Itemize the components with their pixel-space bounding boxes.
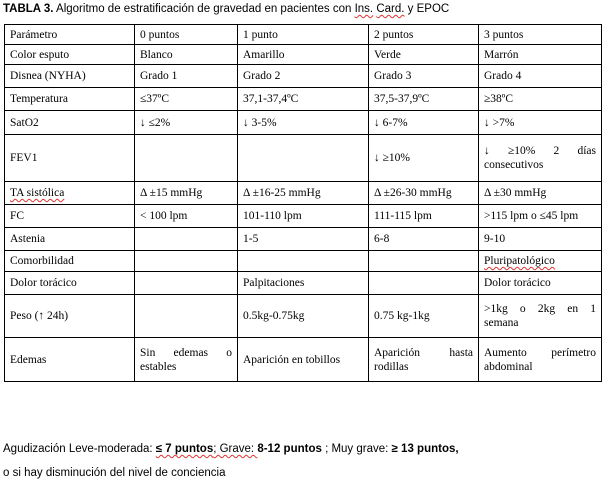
cell xyxy=(238,135,369,182)
severity-table xyxy=(4,24,602,382)
cell xyxy=(135,338,238,382)
table-row-edemas xyxy=(5,338,602,382)
row-label: Peso (↑ 24h) xyxy=(5,295,135,338)
table-row-comorbilidad xyxy=(5,251,602,272)
row-label: Color esputo xyxy=(5,45,135,65)
footer-text: ; Muy grave: xyxy=(321,443,392,455)
footer-line-1 xyxy=(3,443,609,455)
table-row-fev1 xyxy=(5,135,602,182)
cell xyxy=(479,135,602,182)
header-cell-3: 3 puntos xyxy=(479,25,602,45)
caption-text-1: Algoritmo de estratificación de gravedad en pacientes con xyxy=(53,3,355,15)
row-label: FC xyxy=(5,205,135,228)
cell-line: Sin edemas o xyxy=(140,346,232,359)
caption-label: TABLA 3. xyxy=(3,3,54,15)
caption-text-2: y EPOC xyxy=(404,3,450,15)
cell: 37,1-37,4ºC xyxy=(238,88,369,111)
row-label: FEV1 xyxy=(5,135,135,182)
row-label: Astenia xyxy=(5,228,135,251)
table-row-ta-sistolica xyxy=(5,182,602,205)
caption-card: Card. xyxy=(376,3,405,15)
cell-line: ↓ ≥10% 2 días xyxy=(484,145,596,157)
cell: 101-110 lpm xyxy=(238,205,369,228)
cell-line: estables xyxy=(140,360,177,373)
cell: ↓ 3-5% xyxy=(238,111,369,135)
cell xyxy=(135,228,238,251)
footer-leve-value: ≤ 7 puntos xyxy=(155,443,214,455)
cell: Δ ±16-25 mmHg xyxy=(238,182,369,205)
cell: 111-115 lpm xyxy=(369,205,479,228)
cell xyxy=(369,272,479,295)
footer-text: ; Grave: xyxy=(213,443,258,455)
cell xyxy=(135,295,238,338)
cell: 9-10 xyxy=(479,228,602,251)
cell: 0.75 kg-1kg xyxy=(369,295,479,338)
table-caption xyxy=(3,3,609,15)
cell: Verde xyxy=(369,45,479,65)
row-label: Comorbilidad xyxy=(5,251,135,272)
cell: Grado 3 xyxy=(369,65,479,88)
table-row-temperatura xyxy=(5,88,602,111)
cell: ↓ >7% xyxy=(479,111,602,135)
cell: Dolor torácico xyxy=(479,272,602,295)
footer-grave-value: 8-12 puntos xyxy=(257,443,322,455)
row-label: Dolor torácico xyxy=(5,272,135,295)
cell: ≥38ºC xyxy=(479,88,602,111)
caption-ins: Ins. xyxy=(354,3,374,15)
table-row-astenia xyxy=(5,228,602,251)
cell: ↓ ≥10% xyxy=(369,135,479,182)
cell: ≤37ºC xyxy=(135,88,238,111)
row-label: TA sistólica xyxy=(5,182,135,205)
cell xyxy=(135,251,238,272)
table-row-color-esputo xyxy=(5,45,602,65)
cell: Δ ±15 mmHg xyxy=(135,182,238,205)
cell: >115 lpm o ≤45 lpm xyxy=(479,205,602,228)
header-cell-2: 2 puntos xyxy=(369,25,479,45)
table-row-peso xyxy=(5,295,602,338)
header-cell-parametro: Parámetro xyxy=(5,25,135,45)
footer-text: Agudización Leve-moderada: xyxy=(3,443,156,455)
cell: ↓ 6-7% xyxy=(369,111,479,135)
row-label: SatO2 xyxy=(5,111,135,135)
header-cell-0: 0 puntos xyxy=(135,25,238,45)
cell: Amarillo xyxy=(238,45,369,65)
cell-line: semana xyxy=(484,317,519,329)
table-header-row xyxy=(5,25,602,45)
cell xyxy=(238,251,369,272)
table-row-dolor-toracico xyxy=(5,272,602,295)
row-label: Edemas xyxy=(5,338,135,382)
cell-line: Aparición hasta xyxy=(374,346,473,359)
cell-line: Aumento perímetro xyxy=(484,346,596,359)
cell: Blanco xyxy=(135,45,238,65)
cell: Grado 1 xyxy=(135,65,238,88)
cell: 1-5 xyxy=(238,228,369,251)
cell-line: abdominal xyxy=(484,360,533,373)
cell xyxy=(369,338,479,382)
table-row-disnea xyxy=(5,65,602,88)
footer-line-2: o si hay disminución del nivel de conciencia xyxy=(3,467,226,479)
cell: Δ ±30 mmHg xyxy=(479,182,602,205)
row-label: Disnea (NYHA) xyxy=(5,65,135,88)
cell xyxy=(479,338,602,382)
cell xyxy=(479,295,602,338)
cell: Palpitaciones xyxy=(238,272,369,295)
cell: 0.5kg-0.75kg xyxy=(238,295,369,338)
row-label: Temperatura xyxy=(5,88,135,111)
table-row-fc xyxy=(5,205,602,228)
cell-line: consecutivos xyxy=(484,159,544,171)
cell xyxy=(135,135,238,182)
cell: Marrón xyxy=(479,45,602,65)
footer-muy-grave-value: ≥ 13 puntos, xyxy=(391,443,459,455)
cell: Grado 4 xyxy=(479,65,602,88)
table-row-sato2 xyxy=(5,111,602,135)
cell xyxy=(135,272,238,295)
cell: < 100 lpm xyxy=(135,205,238,228)
cell-line: >1kg o 2kg en 1 xyxy=(484,303,596,315)
cell: Grado 2 xyxy=(238,65,369,88)
cell-line: rodillas xyxy=(374,360,409,373)
cell xyxy=(369,251,479,272)
cell: ↓ ≤2% xyxy=(135,111,238,135)
cell: Pluripatológico xyxy=(479,251,602,272)
cell: Δ ±26-30 mmHg xyxy=(369,182,479,205)
cell: 37,5-37,9ºC xyxy=(369,88,479,111)
header-cell-1: 1 punto xyxy=(238,25,369,45)
cell: 6-8 xyxy=(369,228,479,251)
cell: Aparición en tobillos xyxy=(238,338,369,382)
